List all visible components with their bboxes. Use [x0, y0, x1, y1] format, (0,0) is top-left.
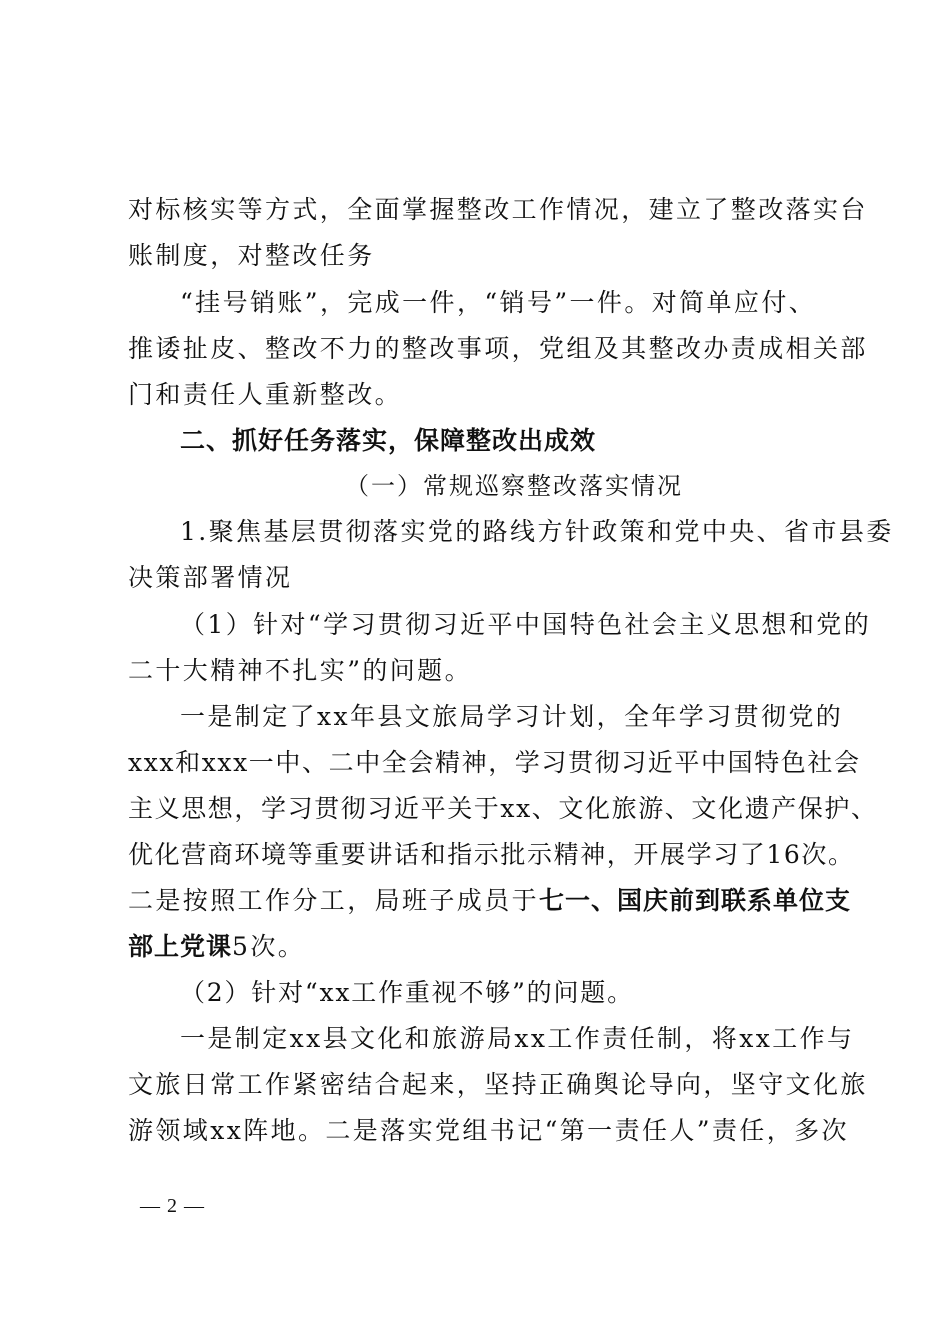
body-line-mixed [128, 931, 848, 963]
body-line: 二十大精神不扎实”的问题。 [128, 656, 472, 685]
body-line: 一是制定xx县文化和旅游局xx工作责任制，将xx工作与 [180, 1024, 855, 1053]
body-line: 一是制定了xx年县文旅局学习计划，全年学习贯彻党的 [180, 702, 844, 731]
body-line: “挂号销账”，完成一件，“销号”一件。对简单应付、 [180, 288, 817, 317]
body-line: 游领域xx阵地。二是落实党组书记“第一责任人”责任，多次 [128, 1116, 849, 1145]
body-line: （2）针对“xx工作重视不够”的问题。 [180, 978, 634, 1007]
body-line: （1）针对“学习贯彻习近平中国特色社会主义思想和党的 [180, 610, 872, 639]
subsection-heading: （一）常规巡察整改落实情况 [345, 472, 683, 500]
section-heading: 二、抓好任务落实，保障整改出成效 [180, 426, 597, 455]
body-line: 主义思想，学习贯彻习近平关于xx、文化旅游、文化遗产保护、 [128, 794, 878, 823]
body-line: xxx和xxx一中、二中全会精神，学习贯彻习近平中国特色社会 [128, 748, 861, 777]
body-text: 二是按照工作分工，局班子成员于 [128, 886, 540, 915]
body-line: 优化营商环境等重要讲话和指示批示精神，开展学习了16次。 [128, 840, 855, 869]
body-line: 决策部署情况 [128, 563, 293, 592]
bold-text: 部上党课 [128, 932, 233, 961]
body-line-mixed [128, 885, 852, 917]
body-line: 账制度，对整改任务 [128, 241, 375, 270]
body-line: 对标核实等方式，全面掌握整改工作情况，建立了整改落实台 [128, 195, 868, 224]
body-line: 文旅日常工作紧密结合起来，坚持正确舆论导向，坚守文化旅 [128, 1070, 868, 1099]
body-line: 1.聚焦基层贯彻落实党的路线方针政策和党中央、省市县委 [180, 517, 894, 546]
body-line: 推诿扯皮、整改不力的整改事项，党组及其整改办责成相关部 [128, 334, 868, 363]
body-line: 门和责任人重新整改。 [128, 380, 403, 409]
body-text: 5次。 [232, 932, 306, 961]
page-number: — 2 — [140, 1195, 205, 1217]
bold-text: 七一、国庆前到联系单位支 [539, 886, 852, 915]
